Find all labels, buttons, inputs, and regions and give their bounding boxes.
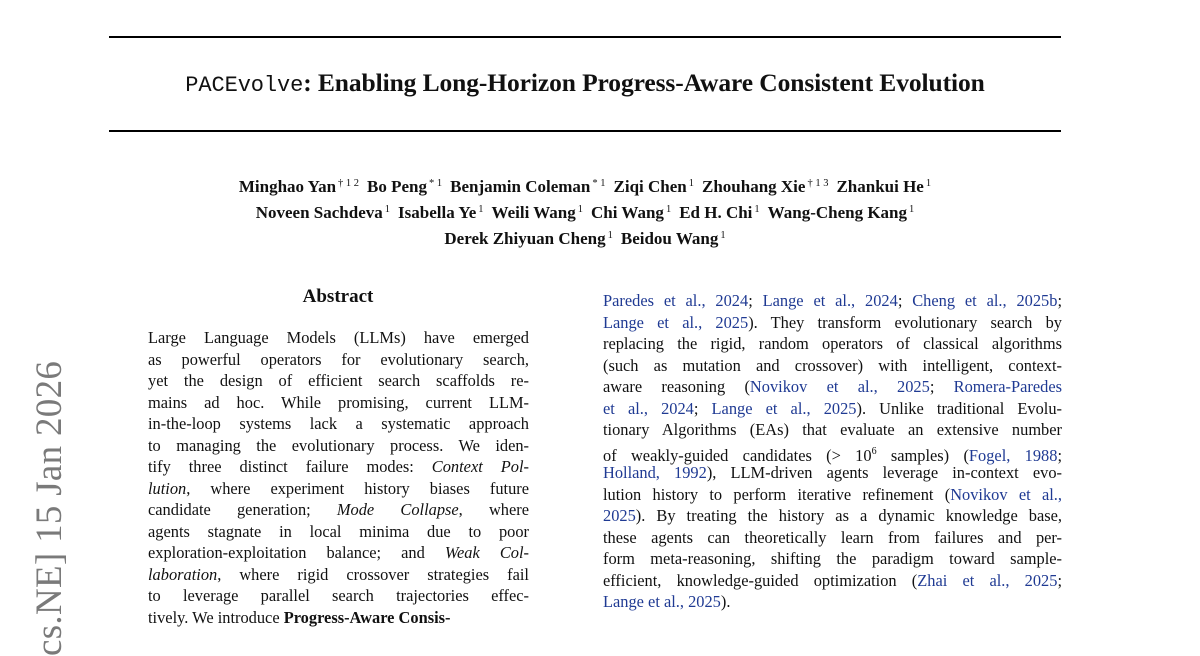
author-name: Derek Zhiyuan Cheng [444, 229, 606, 248]
author-affiliation-marks: * 1 [429, 178, 443, 189]
text-line [603, 441, 1062, 463]
author-name: Weili Wang [491, 203, 576, 222]
abstract-heading: Abstract [302, 286, 374, 307]
author-affiliation-marks: 1 [665, 204, 672, 215]
text-line [148, 478, 529, 500]
author [836, 172, 931, 198]
author-affiliation-marks: 1 [720, 230, 726, 241]
author-name: Zhouhang Xie [702, 177, 806, 196]
author-line [109, 198, 1061, 224]
author-line [109, 224, 1061, 250]
author [614, 172, 694, 198]
emphasis-text: Mode Collapse [336, 500, 459, 519]
author-name: Ed H. Chi [679, 203, 753, 222]
author [444, 224, 612, 250]
text-run: ; [1057, 570, 1062, 590]
text-run: ; [1057, 291, 1063, 310]
text-line [603, 398, 1062, 420]
author [367, 172, 442, 198]
text-run: replacing the rigid, random operators of classical algorithms [603, 334, 1062, 353]
citation-link[interactable]: Novikov et al., 2025 [749, 377, 930, 396]
text-run: of weakly-guided candidates (> 10 [603, 445, 872, 465]
text-line [148, 585, 529, 607]
text-run: ; [1057, 445, 1062, 465]
author [450, 172, 605, 198]
author-name: Isabella Ye [398, 203, 477, 222]
paper-title-system-name: PACEvolve [185, 73, 304, 98]
text-run: aware reasoning ( [603, 377, 750, 396]
bold-text: Progress-Aware Consis- [283, 607, 451, 627]
author-name: Ziqi Chen [613, 177, 687, 196]
citation-link[interactable]: Lange et al., 2025 [603, 592, 721, 611]
text-run: lution history to perform iterative refinement ( [603, 484, 951, 504]
text-line [603, 333, 1062, 355]
text-run: mains ad hoc. While promising, current LLM- [148, 392, 529, 412]
text-run: ; [929, 377, 954, 396]
text-run: yet the design of efficient search scaffolds re- [148, 371, 529, 390]
arxiv-stamp [0, 316, 90, 656]
text-line [148, 456, 529, 478]
author-name: Minghao Yan [238, 177, 337, 196]
emphasis-text: Weak Col- [444, 543, 529, 562]
text-run: candidate generation; [148, 500, 337, 519]
title-rule-top [109, 36, 1061, 38]
text-run: , where rigid crossover strategies fail [217, 564, 529, 584]
citation-link[interactable]: Lange et al., 2024 [762, 291, 898, 310]
text-line [603, 312, 1062, 334]
author [398, 198, 484, 224]
text-run: in-the-loop systems lack a systematic approach [148, 414, 529, 433]
author [256, 198, 390, 224]
author-affiliation-marks: 1 [577, 204, 584, 215]
text-run: to managing the evolutionary process. We iden- [148, 435, 529, 455]
author-affiliation-marks: 1 [688, 178, 694, 189]
author-name: Chi Wang [591, 203, 664, 222]
emphasis-text: laboration [148, 564, 218, 584]
author-name: Benjamin Coleman [450, 177, 591, 196]
text-run: ; [693, 398, 712, 418]
text-run: ). By treating the history as a dynamic knowledge base, [635, 506, 1062, 525]
text-run: tionary Algorithms (EAs) that evaluate an extensive number [603, 420, 1062, 439]
text-line [603, 591, 1062, 613]
text-line [603, 505, 1062, 527]
citation-link[interactable]: Lange et al., 2025 [603, 312, 749, 332]
author-affiliation-marks: 1 [909, 204, 915, 215]
citation-link[interactable]: Novikov et al., [950, 484, 1063, 504]
author-name: Beidou Wang [620, 229, 719, 248]
citation-link[interactable]: Zhai et al., 2025 [917, 570, 1058, 590]
text-line [603, 419, 1062, 441]
author-affiliation-marks: 1 [754, 204, 760, 215]
text-line [148, 499, 529, 521]
author-affiliation-marks: 1 [925, 178, 932, 189]
author [591, 198, 671, 224]
text-line [148, 542, 529, 564]
text-run: samples) ( [876, 445, 969, 465]
text-line [603, 290, 1062, 312]
text-line [148, 370, 529, 392]
citation-link[interactable]: et al., 2024 [603, 398, 694, 418]
text-run: (such as mutation and crossover) with intelligent, context- [603, 355, 1062, 375]
text-run: to leverage parallel search trajectories effec- [148, 586, 529, 605]
text-run: ; [748, 291, 763, 310]
abstract-body [148, 327, 529, 628]
text-run: agents stagnate in local minima due to poor [148, 521, 529, 541]
text-line [148, 564, 529, 586]
text-run: ), LLM-driven agents leverage in-context evo- [706, 463, 1062, 482]
author [768, 198, 915, 224]
author-name: Wang-Cheng Kang [767, 203, 908, 222]
author [239, 172, 359, 198]
text-run: these agents can theoretically learn from failures and per- [603, 527, 1062, 547]
text-line [603, 462, 1062, 484]
text-run: ). [720, 592, 731, 611]
author-line [109, 172, 1061, 198]
text-run: form meta-reasoning, shifting the paradigm toward sample- [603, 549, 1062, 568]
emphasis-text: lution [148, 478, 187, 498]
author [492, 198, 584, 224]
author [702, 172, 828, 198]
author-affiliation-marks: 1 [607, 230, 613, 241]
citation-link[interactable]: Holland, 1992 [603, 463, 707, 482]
author [679, 198, 759, 224]
text-line [148, 392, 529, 414]
arxiv-stamp-text: cs.NE] 15 Jan 2026 [29, 360, 70, 656]
text-line [148, 327, 529, 349]
author-name: Bo Peng [367, 177, 428, 196]
author-name: Zhankui He [836, 177, 924, 196]
text-run: , where experiment history biases future [186, 478, 529, 498]
author-affiliation-marks: 1 [478, 204, 484, 215]
text-run: as powerful operators for evolutionary search, [148, 349, 529, 369]
text-line [603, 355, 1062, 377]
text-run: ). They transform evolutionary search by [748, 312, 1062, 332]
author-affiliation-marks: † 1 2 [338, 178, 360, 189]
paper-title [109, 68, 1061, 98]
paper-title-rest: : Enabling Long-Horizon Progress-Aware Consistent Evolution [303, 68, 985, 97]
citation-link[interactable]: Paredes et al., 2024 [603, 291, 749, 310]
text-line [603, 527, 1062, 549]
superscript: 6 [871, 445, 877, 457]
citation-link[interactable]: 2025 [603, 506, 636, 525]
intro-body-right-column [603, 290, 1062, 613]
text-line [603, 376, 1062, 398]
citation-link[interactable]: Fogel, 1988 [968, 445, 1058, 465]
author-affiliation-marks: 1 [384, 204, 391, 215]
text-line [603, 548, 1062, 570]
text-line [148, 349, 529, 371]
text-line [148, 435, 529, 457]
text-run: ; [897, 291, 913, 310]
text-run: tively. We introduce [148, 607, 284, 627]
text-line [603, 570, 1062, 592]
text-line [148, 607, 529, 629]
title-rule-bottom [109, 130, 1061, 132]
citation-link[interactable]: Lange et al., 2025 [711, 398, 857, 418]
text-run: efficient, knowledge-guided optimization ( [603, 570, 918, 590]
text-run: exploration-exploitation balance; and [148, 543, 445, 562]
author-affiliation-marks: * 1 [592, 178, 606, 189]
citation-link[interactable]: Romera-Paredes [953, 377, 1062, 396]
citation-link[interactable]: Cheng et al., 2025b [912, 291, 1058, 310]
text-line [603, 484, 1062, 506]
author-affiliation-marks: † 1 3 [807, 178, 829, 189]
text-run: Large Language Models (LLMs) have emerged [148, 328, 529, 347]
text-line [148, 413, 529, 435]
text-run: tify three distinct failure modes: [148, 457, 432, 476]
author-name: Noveen Sachdeva [255, 203, 383, 222]
emphasis-text: Context Pol- [431, 457, 529, 476]
text-line [148, 521, 529, 543]
author [621, 224, 726, 250]
text-run: ). Unlike traditional Evolu- [856, 398, 1062, 418]
text-run: , where [458, 500, 529, 519]
author-list [109, 172, 1061, 250]
